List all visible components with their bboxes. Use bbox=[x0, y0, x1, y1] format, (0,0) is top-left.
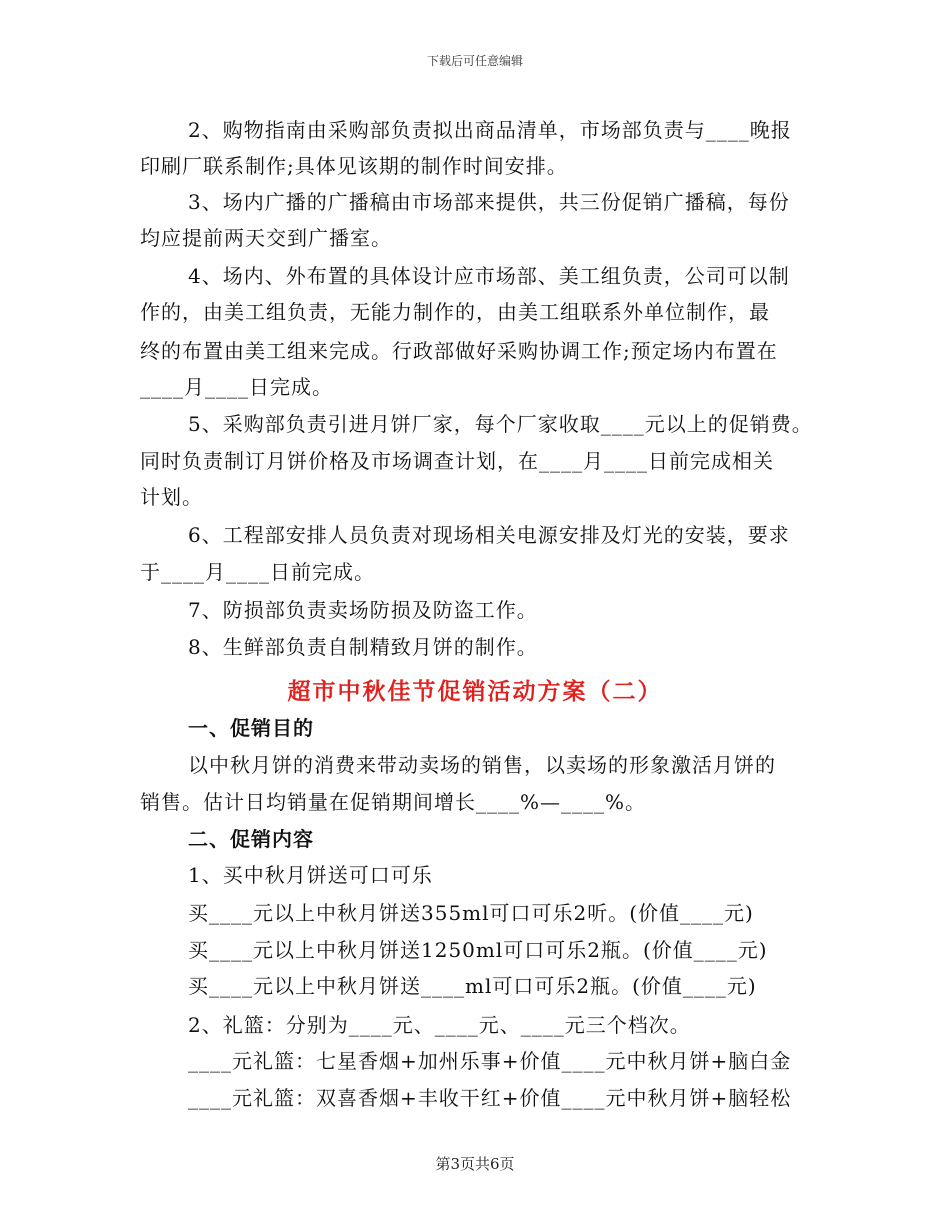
paragraph-line: 买____元以上中秋月饼送355ml可口可乐2听。(价值____元) bbox=[188, 901, 754, 925]
section-heading: 二、促销内容 bbox=[188, 827, 314, 851]
paragraph-line: 8、生鲜部负责自制精致月饼的制作。 bbox=[188, 635, 538, 659]
paragraph-line: 3、场内广播的广播稿由市场部来提供，共三份促销广播稿，每份 bbox=[188, 190, 790, 214]
section-heading: 一、促销目的 bbox=[188, 716, 314, 740]
paragraph-line: 1、买中秋月饼送可口可乐 bbox=[188, 863, 433, 887]
paragraph-line: 7、防损部负责卖场防损及防盗工作。 bbox=[188, 598, 538, 622]
paragraph-line: 作的，由美工组负责，无能力制作的，由美工组联系外单位制作，最 bbox=[140, 300, 770, 324]
paragraph-line: ____元礼篮：双喜香烟+丰收干红+价值____元中秋月饼+脑轻松 bbox=[188, 1086, 792, 1110]
paragraph-line: 均应提前两天交到广播室。 bbox=[140, 226, 392, 250]
paragraph-line: 计划。 bbox=[140, 485, 203, 509]
paragraph-line: 以中秋月饼的消费来带动卖场的销售，以卖场的形象激活月饼的 bbox=[188, 753, 776, 777]
paragraph-line: 同时负责制订月饼价格及市场调查计划，在____月____日前完成相关 bbox=[140, 449, 774, 473]
paragraph-line: 4、场内、外布置的具体设计应市场部、美工组负责，公司可以制 bbox=[188, 264, 790, 288]
paragraph-line: 于____月____日前完成。 bbox=[140, 560, 375, 584]
paragraph-line: 5、采购部负责引进月饼厂家，每个厂家收取____元以上的促销费。 bbox=[188, 412, 813, 436]
section-title: 超市中秋佳节促销活动方案（二） bbox=[287, 679, 663, 705]
paragraph-line: 终的布置由美工组来完成。行政部做好采购协调工作;预定场内布置在 bbox=[140, 339, 778, 363]
paragraph-line: 印刷厂联系制作;具体见该期的制作时间安排。 bbox=[140, 154, 568, 178]
paragraph-line: 买____元以上中秋月饼送____ml可口可乐2瓶。(价值____元) bbox=[188, 974, 757, 998]
paragraph-line: 销售。估计日均销量在促销期间增长____%—____%。 bbox=[140, 790, 647, 814]
paragraph-line: 6、工程部安排人员负责对现场相关电源安排及灯光的安装，要求 bbox=[188, 523, 790, 547]
page-footer: 第3页共6页 bbox=[435, 1155, 515, 1173]
paragraph-line: ____月____日完成。 bbox=[140, 375, 333, 399]
paragraph-line: ____元礼篮：七星香烟+加州乐事+价值____元中秋月饼+脑白金 bbox=[188, 1049, 792, 1073]
paragraph-line: 2、礼篮：分别为____元、____元、____元三个档次。 bbox=[188, 1013, 691, 1037]
paragraph-line: 买____元以上中秋月饼送1250ml可口可乐2瓶。(价值____元) bbox=[188, 938, 768, 962]
page-header: 下载后可任意编辑 bbox=[426, 54, 523, 68]
paragraph-line: 2、购物指南由采购部负责拟出商品清单，市场部负责与____晚报 bbox=[188, 118, 792, 142]
